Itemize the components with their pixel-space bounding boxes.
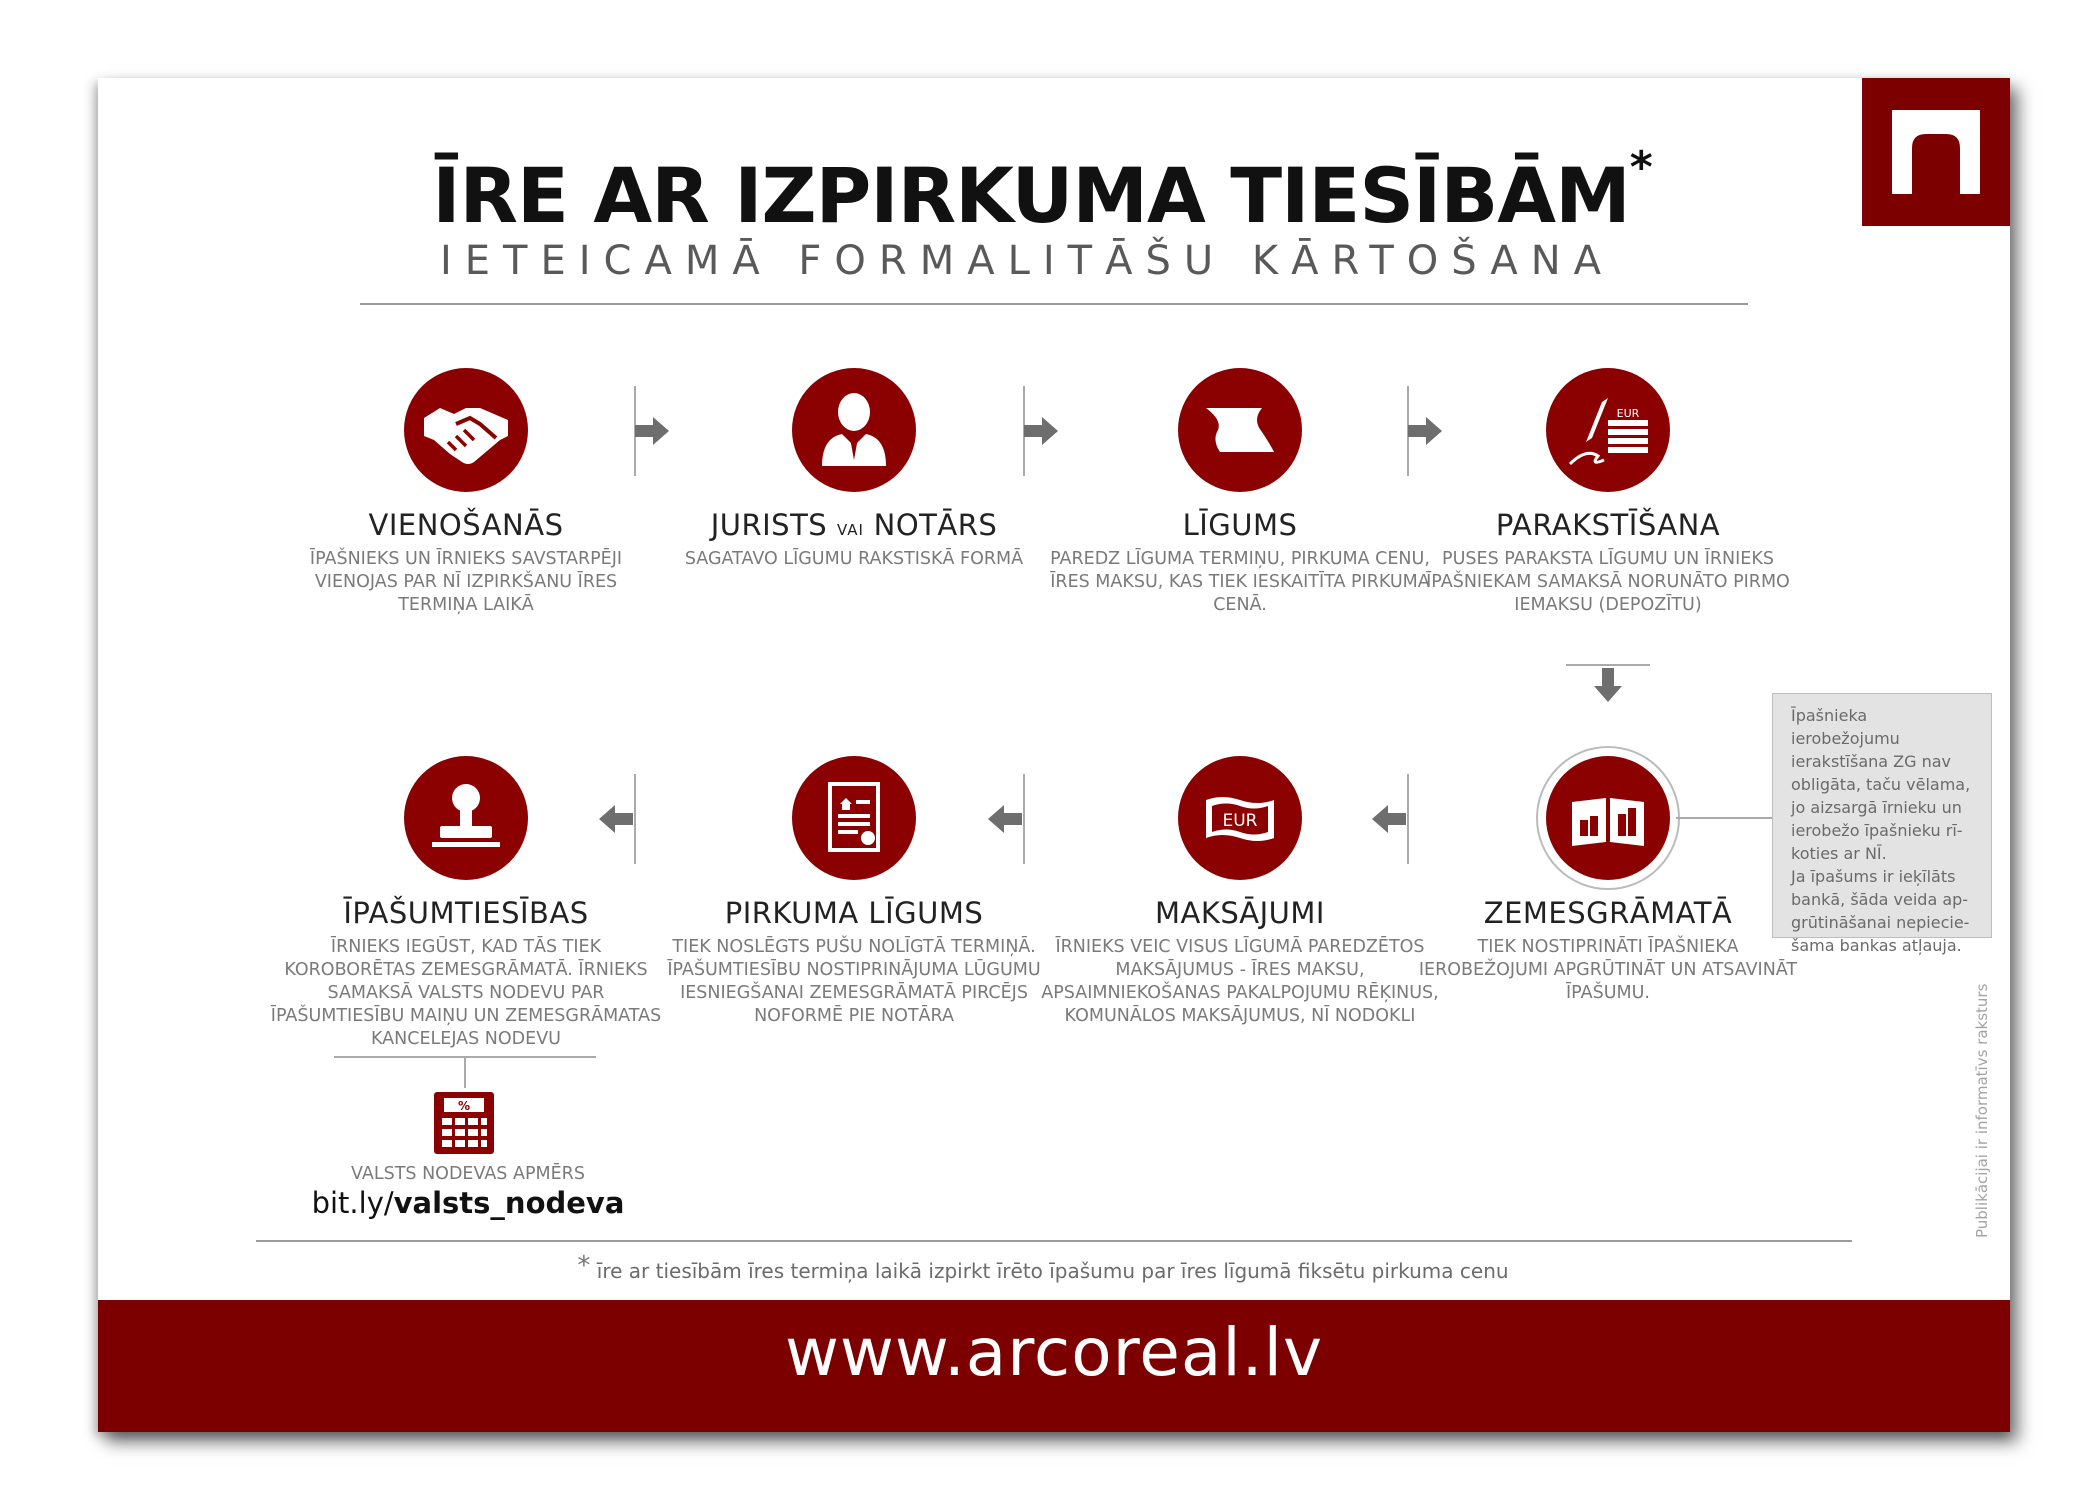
side-note-line: koties ar NĪ.: [1791, 844, 1887, 863]
arrow-left-icon: [986, 803, 1022, 835]
title-text: ĪRE AR IZPIRKUMA TIESĪBĀM: [432, 151, 1630, 240]
step-title-contract: LĪGUMS: [1182, 508, 1298, 542]
arrow-left-icon: [1370, 803, 1406, 835]
fee-link-path: valsts_nodeva: [393, 1186, 625, 1220]
open-book-icon: [1546, 756, 1670, 880]
side-note-line: Ja īpašums ir ieķīlāts: [1791, 867, 1956, 886]
arrow-left-icon: [597, 803, 633, 835]
arrow-down-icon: [1592, 668, 1624, 704]
step-title-lawyer: [644, 508, 1064, 542]
note-connector: [1676, 817, 1772, 819]
step-separator: [1023, 774, 1025, 864]
side-note: [1772, 693, 1992, 955]
signature-money-icon: [1546, 368, 1670, 492]
fee-label: VALSTS NODEVAS APMĒRS: [351, 1164, 585, 1184]
disclaimer-vertical: Publikācijai ir informatīvs raksturs: [1973, 983, 1991, 1238]
step-title-signing: PARAKSTĪŠANA: [1495, 508, 1721, 542]
step-title-ownership: ĪPAŠUMTIESĪBAS: [343, 896, 589, 930]
step-separator: [1566, 664, 1650, 666]
stamp-icon: [404, 756, 528, 880]
step-title-agreement: VIENOŠANĀS: [368, 508, 564, 542]
step-title-lawyer-b: NOTĀRS: [873, 508, 998, 542]
footnote-divider: [256, 1240, 1852, 1242]
website-link[interactable]: www.arcoreal.lv: [784, 1314, 1324, 1391]
certificate-icon: [792, 756, 916, 880]
page-subtitle: IETEICAMĀ FORMALITĀŠU KĀRTOŠANA: [439, 238, 1615, 284]
side-note-line: obligāta, taču vēlama,: [1791, 775, 1971, 794]
footnote-asterisk: *: [577, 1251, 591, 1281]
header-divider: [360, 303, 1748, 305]
arrow-right-icon: [635, 415, 671, 447]
step-title-land-register: ZEMESGRĀMATĀ: [1483, 896, 1733, 930]
calculator-symbol: %: [457, 1099, 471, 1113]
step-desc-lawyer: SAGATAVO LĪGUMU RAKSTISKĀ FORMĀ: [684, 549, 1024, 569]
step-desc-payments: ĪRNIEKS VEIC VISUS LĪGUMĀ PAREDZĒTOS MAKSĀJUMUS - ĪRES MAKSU, APSAIMNIEKOŠANAS PAKALPOJUMU RĒĶINUS, KOMUNĀLOS MAKSĀJUMUS, NĪ NODOKLI: [1041, 937, 1439, 1026]
step-title-lawyer-a: JURISTS: [710, 508, 828, 542]
handshake-icon: [404, 368, 528, 492]
step-desc-signing: PUSES PARAKSTA LĪGUMU UN ĪRNIEKS ĪPAŠNIEKAM SAMAKSĀ NORUNĀTO PIRMO IEMAKSU (DEPOZĪTU): [1426, 549, 1790, 615]
step-title-lawyer-or: VAI: [836, 521, 864, 539]
step-desc-contract: PAREDZ LĪGUMA TERMIŅU, PIRKUMA CENU, ĪRES MAKSU, KAS TIEK IESKAITĪTA PIRKUMA CENĀ.: [1050, 549, 1430, 615]
side-note-line: ierobežo īpašnieku rī-: [1791, 821, 1963, 840]
fee-link[interactable]: [278, 1186, 658, 1220]
banknotes-icon: [1178, 756, 1302, 880]
side-note-line: ierakstīšana ZG nav: [1791, 752, 1952, 771]
arrow-right-icon: [1408, 415, 1444, 447]
eur-label: EUR: [1222, 811, 1258, 831]
step-separator: [1407, 774, 1409, 864]
footnote-text: īre ar tiesībām īres termiņa laikā izpirkt īrēto īpašumu par īres līgumā fiksētu pirkuma cenu: [596, 1259, 1509, 1283]
side-note-line: grūtināšanai nepiecie-: [1791, 913, 1970, 932]
eur-label: EUR: [1616, 407, 1640, 420]
step-title-purchase-contract: PIRKUMA LĪGUMS: [724, 896, 984, 930]
fee-link-prefix: bit.ly/: [311, 1186, 394, 1220]
infographic-card: [98, 78, 2010, 1432]
side-note-line: Īpašnieka ierobežojumu: [1791, 706, 1900, 748]
calculator-icon: [432, 1092, 496, 1154]
fee-connector: [464, 1058, 466, 1088]
step-separator: [634, 774, 636, 864]
side-note-line: bankā, šāda veida ap-: [1791, 890, 1969, 909]
step-desc-ownership: ĪRNIEKS IEGŪST, KAD TĀS TIEK KOROBORĒTAS ZEMESGRĀMATĀ. ĪRNIEKS SAMAKSĀ VALSTS NODEVU PAR ĪPAŠUMTIESĪBU MAIŅU UN ZEMESGRĀMATAS KANCELEJAS NODEVU: [270, 937, 662, 1049]
arrow-right-icon: [1024, 415, 1060, 447]
step-desc-agreement: ĪPAŠNIEKS UN ĪRNIEKS SAVSTARPĒJI VIENOJAS PAR NĪ IZPIRKŠANU ĪRES TERMIŅA LAIKĀ: [309, 549, 623, 615]
side-note-line: jo aizsargā īrnieku un: [1791, 798, 1962, 817]
side-note-line: šama bankas atļauja.: [1791, 936, 1962, 955]
step-title-payments: MAKSĀJUMI: [1155, 896, 1325, 930]
person-icon: [792, 368, 916, 492]
step-desc-purchase-contract: TIEK NOSLĒGTS PUŠU NOLĪGTĀ TERMIŅĀ. ĪPAŠUMTIESĪBU NOSTIPRINĀJUMA LŪGUMU IESNIEGŠANAI ZEMESGRĀMATĀ PIRCĒJS NOFORMĒ PIE NOTĀRA: [667, 937, 1041, 1026]
step-desc-land-register: TIEK NOSTIPRINĀTI ĪPAŠNIEKA IEROBEŽOJUMI APGRŪTINĀT UN ATSAVINĀT ĪPAŠUMU.: [1418, 937, 1798, 1003]
footnote: [98, 1251, 1988, 1283]
page-title: [98, 142, 1986, 240]
title-asterisk: *: [1629, 142, 1652, 193]
document-icon: [1178, 368, 1302, 492]
